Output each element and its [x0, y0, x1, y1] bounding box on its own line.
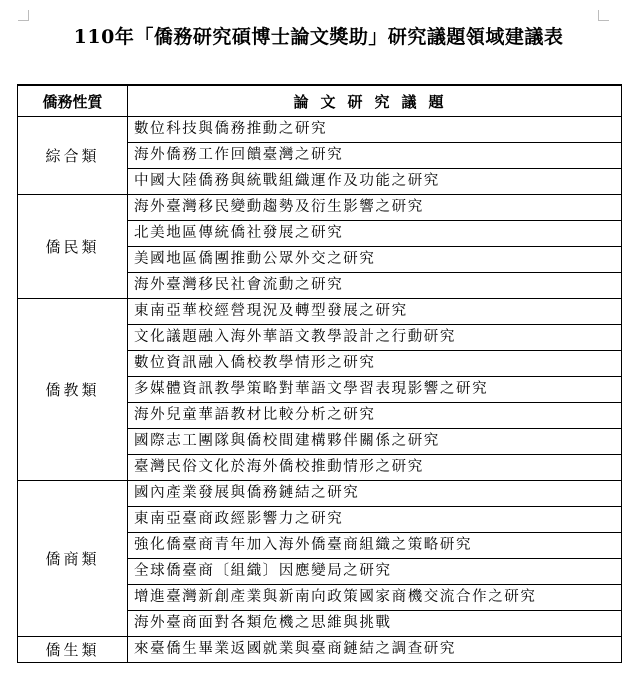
topic-cell: 來臺僑生畢業返國就業與臺商鏈結之調查研究: [128, 637, 622, 663]
category-cell: 僑商類: [18, 481, 128, 637]
topic-cell: 海外僑務工作回饋臺灣之研究: [128, 143, 622, 169]
document-title: 110年「僑務研究碩博士論文獎助」研究議題領域建議表: [73, 26, 564, 48]
category-cell: 僑民類: [18, 195, 128, 299]
topic-cell: 臺灣民俗文化於海外僑校推動情形之研究: [128, 455, 622, 481]
topic-cell: 全球僑臺商〔組織〕因應變局之研究: [128, 559, 622, 585]
topic-cell: 海外臺灣移民變動趨勢及衍生影響之研究: [128, 195, 622, 221]
table-header-row: [18, 85, 622, 117]
header-topic: 論文研究議題: [128, 85, 622, 117]
topic-cell: 海外兒童華語教材比較分析之研究: [128, 403, 622, 429]
page-corner-mark-right: [598, 10, 609, 21]
topic-cell: 數位科技與僑務推動之研究: [128, 117, 622, 143]
topic-cell: 北美地區傳統僑社發展之研究: [128, 221, 622, 247]
topic-cell: 海外臺灣移民社會流動之研究: [128, 273, 622, 299]
topic-cell: 國際志工團隊與僑校間建構夥伴關係之研究: [128, 429, 622, 455]
topic-cell: 數位資訊融入僑校教學情形之研究: [128, 351, 622, 377]
category-cell: 綜合類: [18, 117, 128, 195]
topic-cell: 東南亞臺商政經影響力之研究: [128, 507, 622, 533]
table-body: [18, 117, 622, 663]
category-cell: 僑教類: [18, 299, 128, 481]
topic-cell: 東南亞華校經營現況及轉型發展之研究: [128, 299, 622, 325]
table-row: [18, 637, 622, 663]
topic-cell: 增進臺灣新創產業與新南向政策國家商機交流合作之研究: [128, 585, 622, 611]
table-row: [18, 117, 622, 143]
table-row: [18, 195, 622, 221]
topic-cell: 中國大陸僑務與統戰組織運作及功能之研究: [128, 169, 622, 195]
category-cell: 僑生類: [18, 637, 128, 663]
topic-cell: 強化僑臺商青年加入海外僑臺商組織之策略研究: [128, 533, 622, 559]
topic-cell: 文化議題融入海外華語文教學設計之行動研究: [128, 325, 622, 351]
topic-cell: 海外臺商面對各類危機之思維與挑戰: [128, 611, 622, 637]
table-row: [18, 299, 622, 325]
topic-cell: 國內產業發展與僑務鏈結之研究: [128, 481, 622, 507]
header-category: 僑務性質: [18, 85, 128, 117]
topic-cell: 多媒體資訊教學策略對華語文學習表現影響之研究: [128, 377, 622, 403]
page-corner-mark-left: [18, 10, 29, 21]
research-topics-table: [17, 84, 622, 663]
topic-cell: 美國地區僑團推動公眾外交之研究: [128, 247, 622, 273]
table-row: [18, 481, 622, 507]
